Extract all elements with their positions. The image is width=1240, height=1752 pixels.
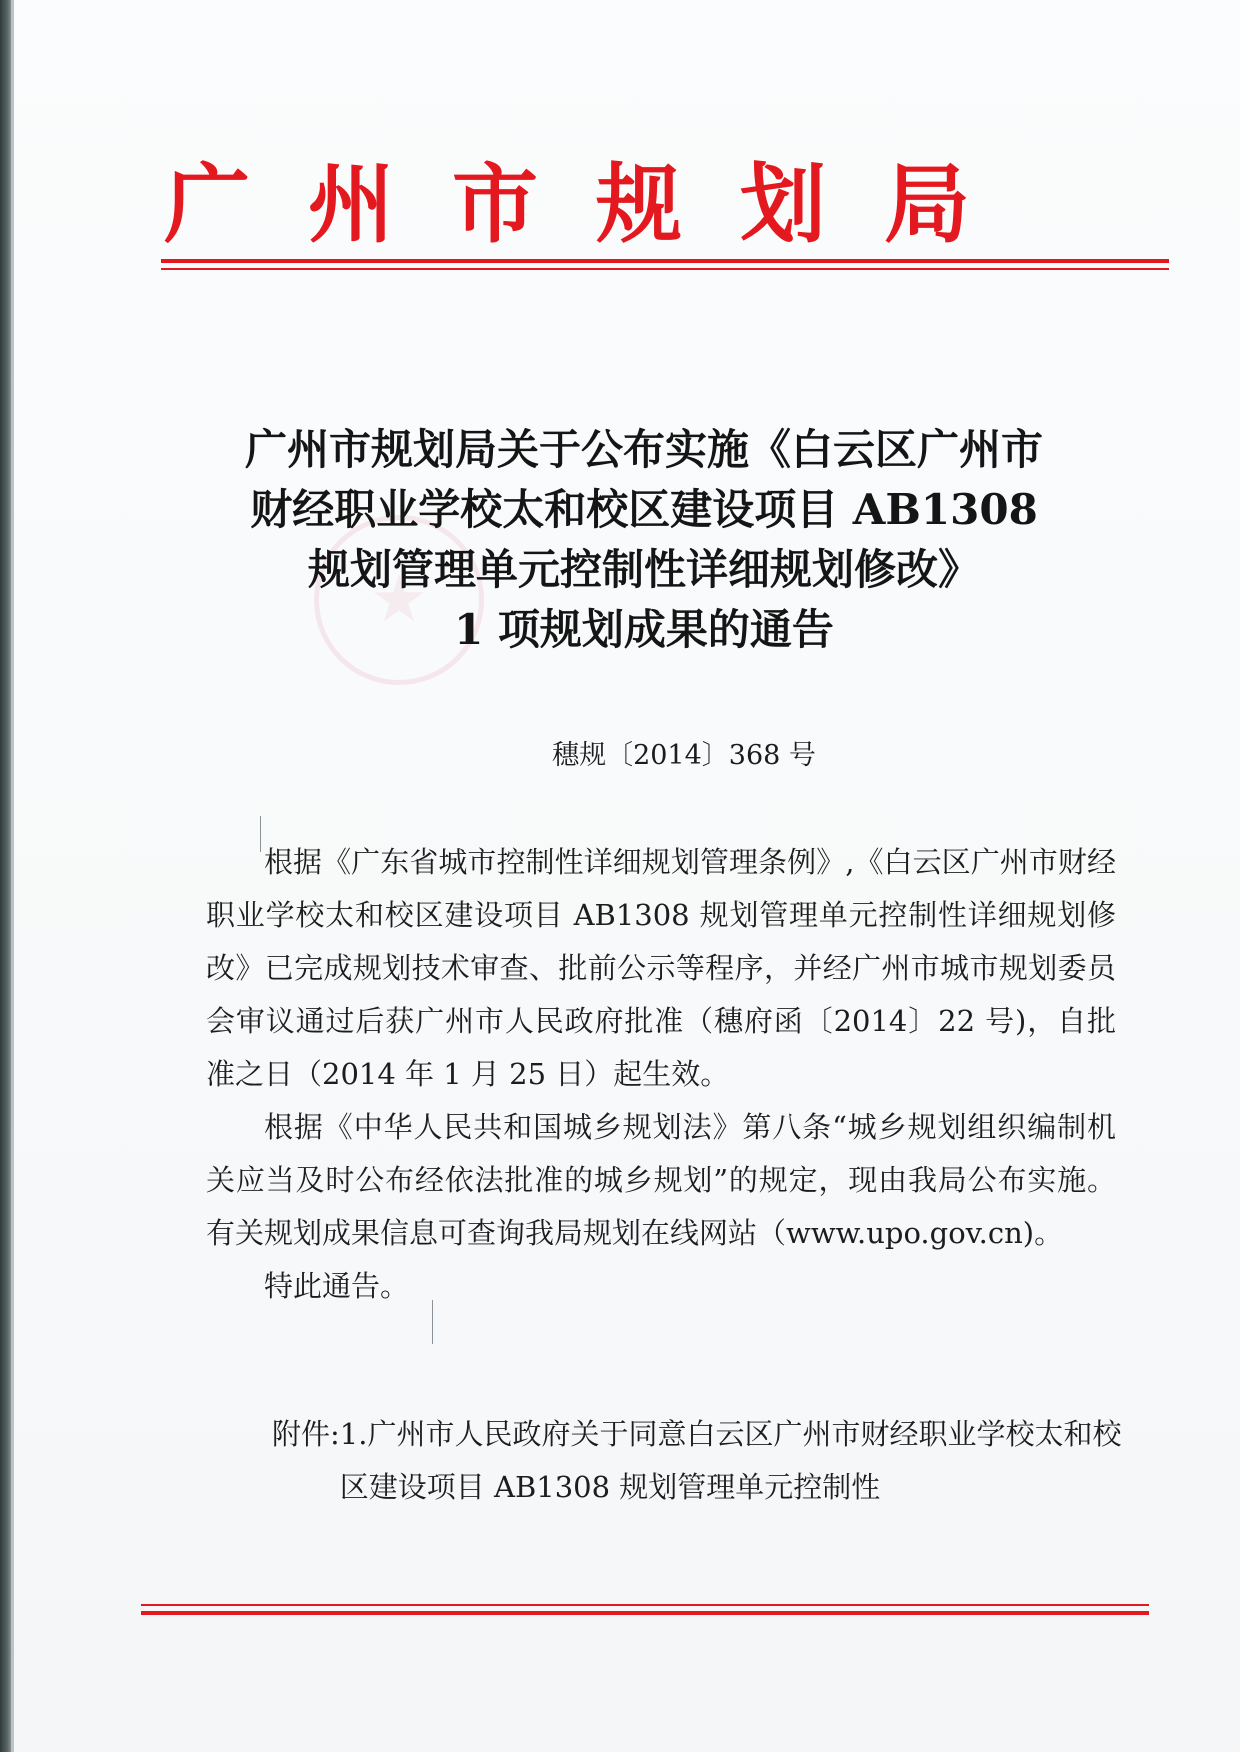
closing-paragraph: 特此通告。 bbox=[264, 1269, 410, 1303]
body-paragraph: 根据《中华人民共和国城乡规划法》第八条“城乡规划组织编制机关应当及时公布经依法批准的城乡规划”的规定，现由我局公布实施。有关规划成果信息可查询我局规划在线网站（www.upo.gov.cn)。 bbox=[206, 1110, 1116, 1250]
document-number: 穗规〔2014〕368 号 bbox=[552, 740, 816, 771]
document-body bbox=[206, 836, 1116, 1313]
document-title bbox=[174, 420, 1114, 660]
letterhead-rule-thick bbox=[161, 259, 1169, 263]
footer-rule-thin bbox=[141, 1604, 1149, 1606]
scan-left-edge bbox=[0, 0, 14, 1752]
document-title-line: 1 项规划成果的通告 bbox=[454, 605, 834, 654]
letterhead-rule-thin bbox=[161, 268, 1169, 270]
document-page bbox=[14, 0, 1240, 1752]
document-title-line: 财经职业学校太和校区建设项目 AB1308 bbox=[250, 485, 1038, 534]
document-title-line: 广州市规划局关于公布实施《白云区广州市 bbox=[244, 425, 1043, 474]
attachment-label: 附件: bbox=[272, 1417, 340, 1451]
letterhead-title: 广州市规划局 bbox=[164, 154, 1028, 255]
footer-rule-thick bbox=[141, 1611, 1149, 1615]
attachment-row bbox=[272, 1408, 1122, 1514]
body-paragraph: 根据《广东省城市控制性详细规划管理条例》,《白云区广州市财经职业学校太和校区建设项目 AB1308 规划管理单元控制性详细规划修改》已完成规划技术审查、批前公示等程序，并经广州市城市规划委员会审议通过后获广州市人民政府批准（穗府函〔2014〕22 号)，自批准之日（2014 年 1 月 25 日）起生效。 bbox=[206, 845, 1116, 1091]
scan-artifact-line bbox=[260, 816, 261, 852]
scan-artifact-line bbox=[432, 1300, 433, 1344]
attachment-item: 1.广州市人民政府关于同意白云区广州市财经职业学校太和校区建设项目 AB1308 规划管理单元控制性 bbox=[339, 1417, 1122, 1504]
attachment-section bbox=[272, 1408, 1122, 1514]
document-title-line: 规划管理单元控制性详细规划修改》 bbox=[307, 545, 980, 594]
